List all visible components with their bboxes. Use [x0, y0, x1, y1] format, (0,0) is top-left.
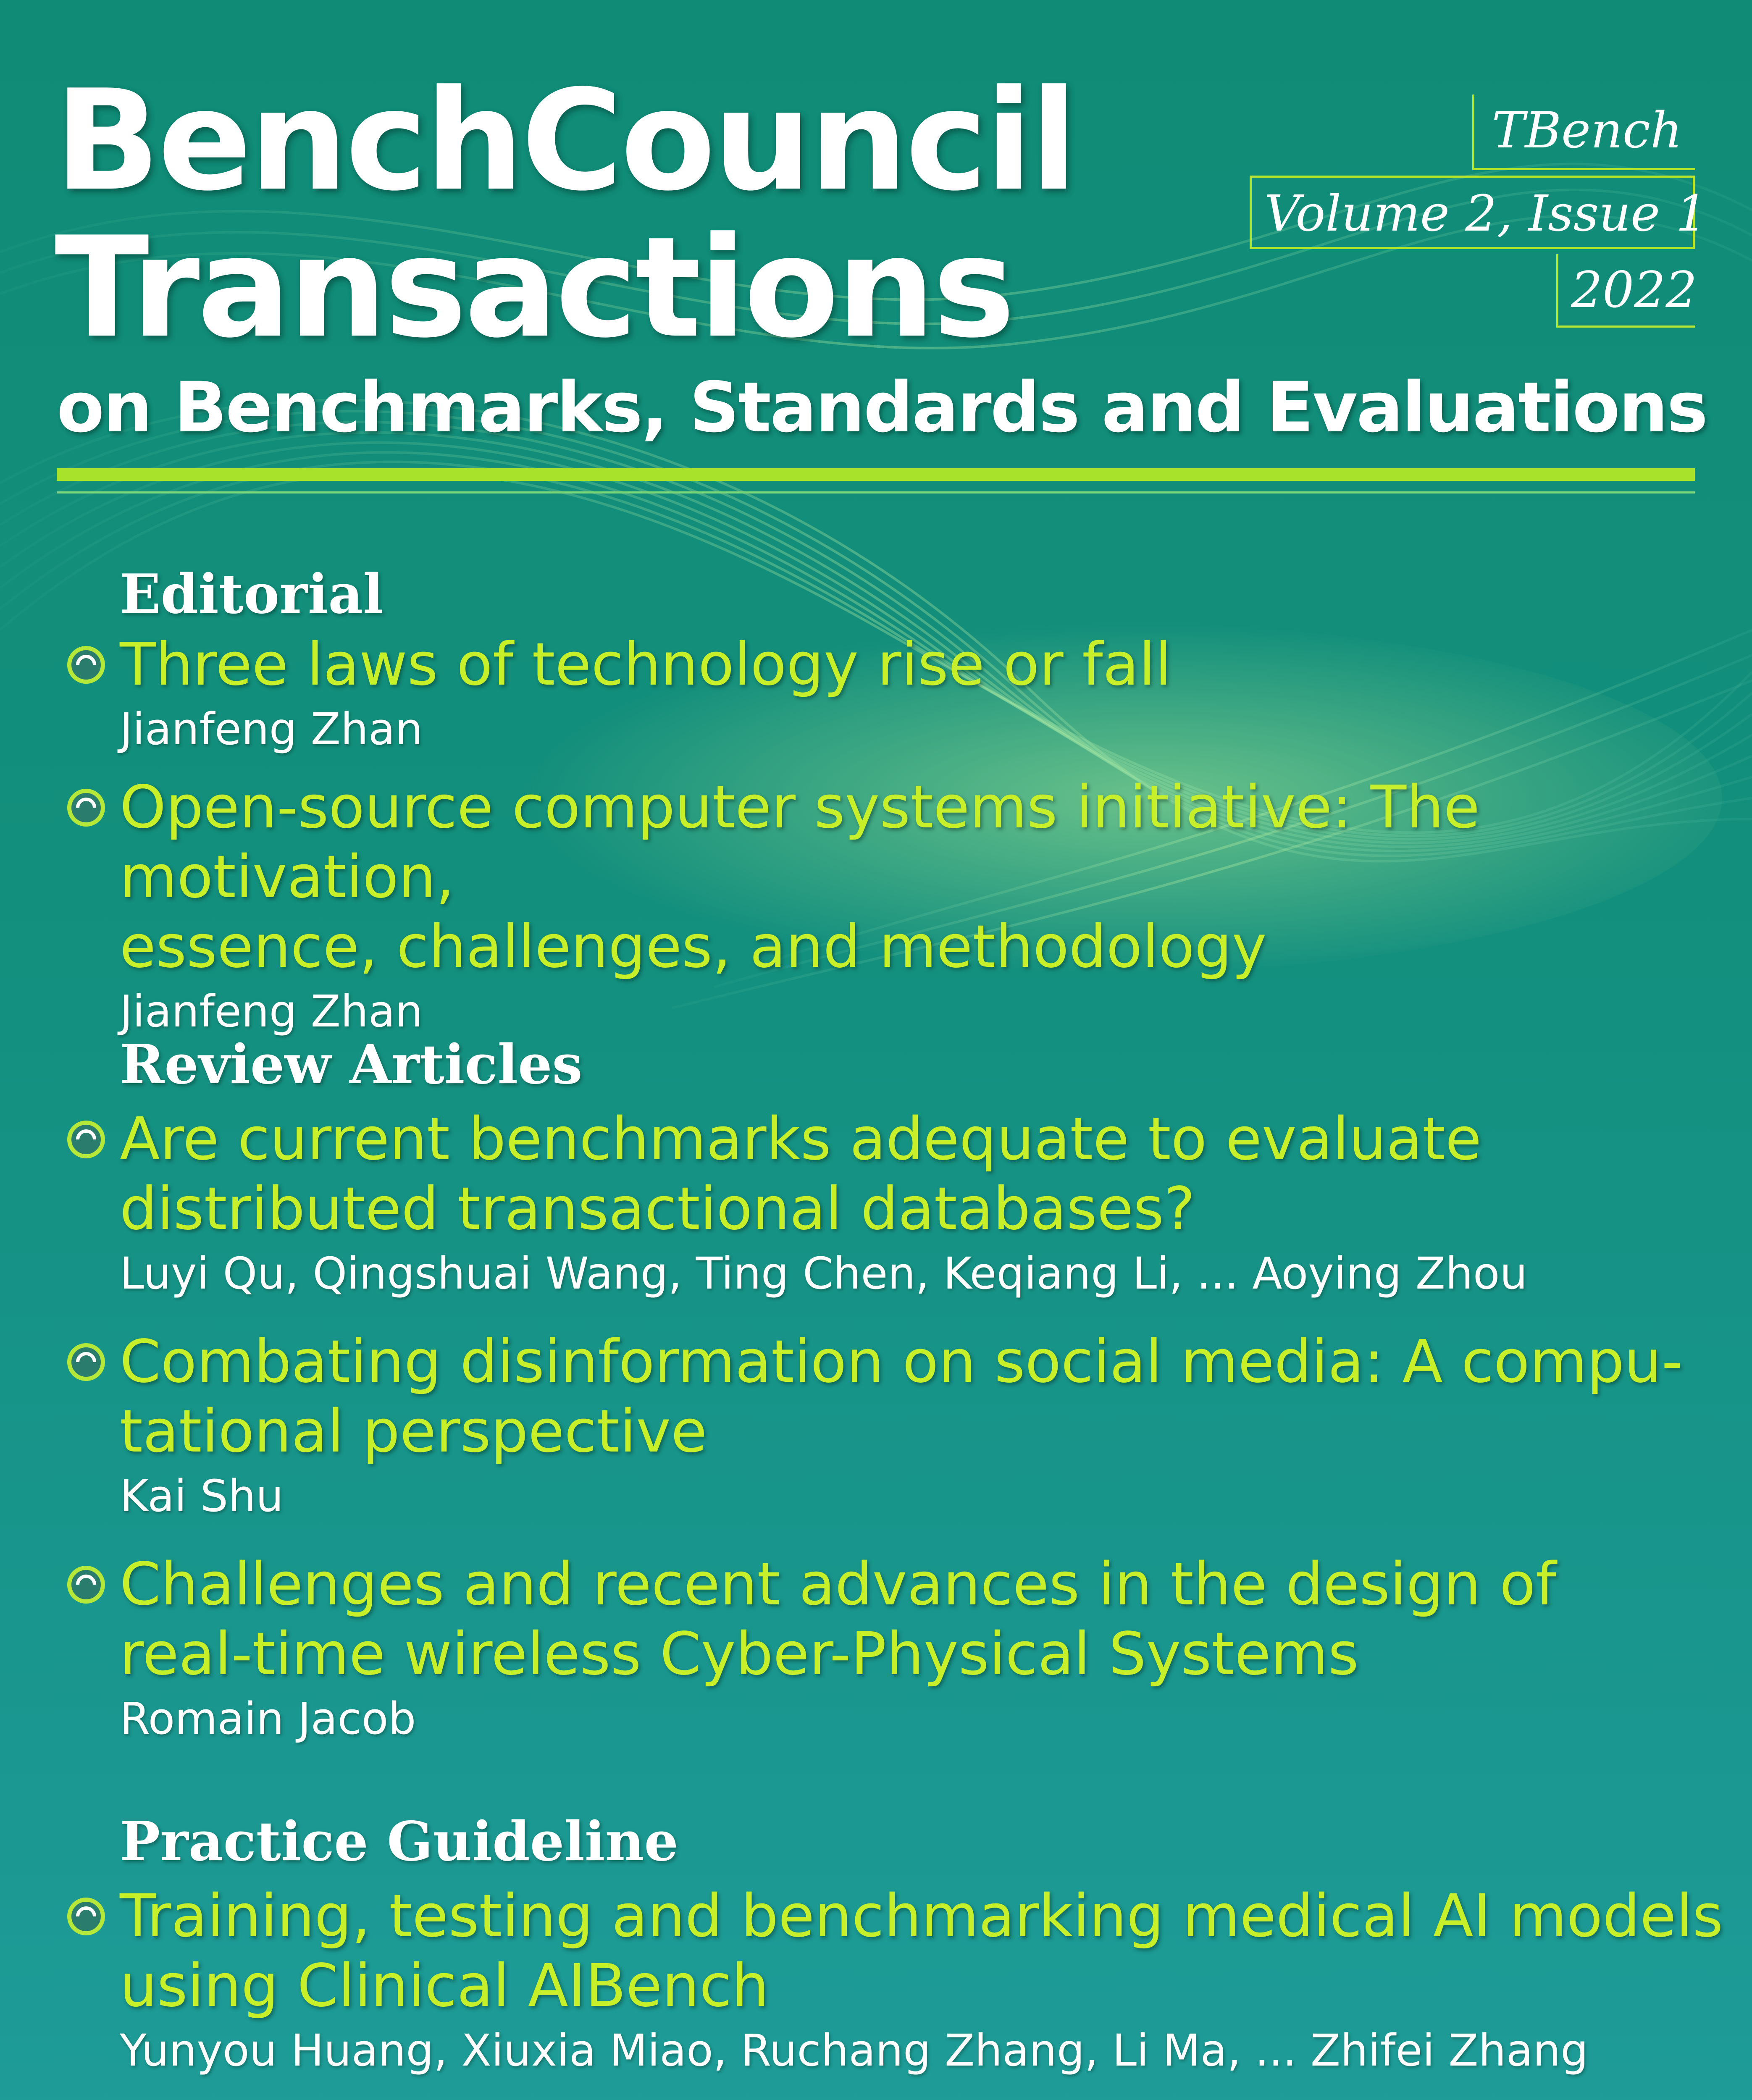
- article-bullet-icon: [67, 789, 105, 827]
- article-entry[interactable]: [67, 630, 1731, 759]
- section-heading-editorial: Editorial: [120, 563, 383, 626]
- article-entry[interactable]: [67, 773, 1731, 1041]
- article-authors: Jianfeng Zhan: [120, 704, 423, 755]
- section-heading-review-articles: Review Articles: [120, 1033, 583, 1096]
- article-title[interactable]: Challenges and recent advances in the design of real-time wireless Cyber-Physical Systems: [120, 1550, 1556, 1688]
- article-entry[interactable]: [67, 1882, 1731, 2080]
- journal-title-line-2: Transactions: [55, 207, 1013, 368]
- journal-subtitle: on Benchmarks, Standards and Evaluations: [57, 367, 1707, 448]
- volume-issue: Volume 2, Issue 1: [1250, 176, 1695, 249]
- section-heading-practice-guideline: Practice Guideline: [120, 1810, 678, 1873]
- article-title[interactable]: Open-source computer systems initiative: The motivation, essence, challenges, and methodology: [120, 773, 1480, 981]
- article-title[interactable]: Three laws of technology rise or fall: [120, 630, 1172, 699]
- article-bullet-icon: [67, 1898, 105, 1935]
- article-authors: Kai Shu: [120, 1470, 284, 1522]
- article-entry[interactable]: [67, 1327, 1731, 1525]
- article-authors: Jianfeng Zhan: [120, 986, 423, 1037]
- article-bullet-icon: [67, 1343, 105, 1381]
- article-authors: Romain Jacob: [120, 1693, 416, 1744]
- article-title[interactable]: Combating disinformation on social media: A compu- tational perspective: [120, 1328, 1683, 1466]
- article-authors: Yunyou Huang, Xiuxia Miao, Ruchang Zhang, Li Ma, ... Zhifei Zhang: [120, 2025, 1589, 2076]
- article-bullet-icon: [67, 1121, 105, 1158]
- article-entry[interactable]: [67, 1105, 1731, 1303]
- title-divider-thin: [57, 491, 1695, 494]
- article-title[interactable]: Training, testing and benchmarking medical AI models using Clinical AIBench: [120, 1882, 1723, 2020]
- article-entry[interactable]: [67, 1550, 1731, 1748]
- article-authors: Luyi Qu, Qingshuai Wang, Ting Chen, Keqiang Li, ... Aoying Zhou: [120, 1248, 1528, 1299]
- title-divider: [57, 468, 1695, 481]
- article-bullet-icon: [67, 646, 105, 684]
- article-title[interactable]: Are current benchmarks adequate to evaluate distributed transactional databases?: [120, 1105, 1482, 1243]
- journal-title-line-1: BenchCouncil: [55, 60, 1075, 221]
- article-bullet-icon: [67, 1566, 105, 1604]
- publication-year: 2022: [1556, 254, 1695, 328]
- journal-abbrev: TBench: [1472, 94, 1695, 170]
